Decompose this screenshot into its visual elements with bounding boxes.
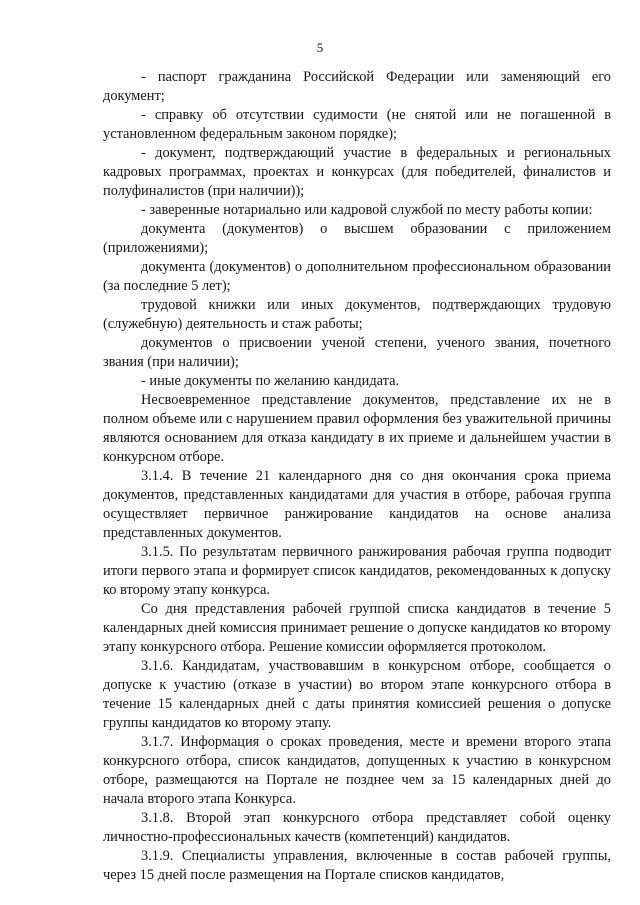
paragraph-certified-copies: - заверенные нотариально или кадровой службой по месту работы копии: bbox=[141, 202, 593, 218]
paragraph-3-1-5: 3.1.5. По результатам первичного ранжирования рабочая группа подводит итоги первого этапа и формирует список кандидатов, рекомендованных к допуску ко второму этапу конкурса. bbox=[103, 544, 611, 598]
paragraph-criminal-record: - справку об отсутствии судимости (не снятой или не погашенной в установленном федеральным законом порядке); bbox=[103, 107, 611, 142]
paragraph-programs: - документ, подтверждающий участие в федеральных и региональных кадровых программах, проектах и конкурсах (для победителей, финалистов и полуфиналистов (при наличии)); bbox=[103, 145, 611, 199]
paragraph-3-1-4: 3.1.4. В течение 21 календарного дня со дня окончания срока приема документов, представленных кандидатами для участия в отборе, рабочая группа осуществляет первичное ранжирование кандидатов на основе анализа представленных документов. bbox=[103, 468, 611, 541]
page-number: 5 bbox=[316, 40, 324, 55]
paragraph-3-1-6: 3.1.6. Кандидатам, участвовавшим в конкурсном отборе, сообщается о допуске к участию (отказе в участии) во втором этапе конкурсного отбора в течение 15 календарных дней с даты принятия комиссией решения о допуске группы кандидатов ко второму этапу. bbox=[103, 658, 611, 731]
paragraph-commission-decision: Со дня представления рабочей группой списка кандидатов в течение 5 календарных дней комиссия принимает решение о допуске кандидатов ко второму этапу конкурсного отбора. Решение комиссии оформляется протоколом. bbox=[103, 601, 611, 655]
paragraph-3-1-9: 3.1.9. Специалисты управления, включенные в состав рабочей группы, через 15 дней после размещения на Портале списков кандидатов, bbox=[103, 848, 611, 883]
paragraph-passport: - паспорт гражданина Российской Федерации или заменяющий его документ; bbox=[103, 69, 611, 104]
paragraph-academic-degree: документов о присвоении ученой степени, ученого звания, почетного звания (при наличии); bbox=[103, 335, 611, 370]
paragraph-other-documents: - иные документы по желанию кандидата. bbox=[141, 373, 400, 389]
paragraph-late-submission: Несвоевременное представление документов, представление их не в полном объеме или с нарушением правил оформления без уважительной причины являются основанием для отказа кандидату в их приеме и дальнейшем участии в конкурсном отборе. bbox=[103, 392, 611, 465]
paragraph-work-record: трудовой книжки или иных документов, подтверждающих трудовую (служебную) деятельность и стаж работы; bbox=[103, 297, 611, 332]
paragraph-higher-education: документа (документов) о высшем образовании с приложением (приложениями); bbox=[103, 221, 611, 256]
paragraph-3-1-7: 3.1.7. Информация о сроках проведения, месте и времени второго этапа конкурсного отбора, список кандидатов, допущенных к участию в конкурсном отборе, размещаются на Портале не позднее чем за 15 календарных дней до начала второго этапа Конкурса. bbox=[103, 734, 611, 807]
document-body bbox=[103, 68, 611, 885]
paragraph-additional-education: документа (документов) о дополнительном профессиональном образовании (за последние 5 лет); bbox=[103, 259, 611, 294]
paragraph-3-1-8: 3.1.8. Второй этап конкурсного отбора представляет собой оценку личностно-профессиональных качеств (компетенций) кандидатов. bbox=[103, 810, 611, 845]
